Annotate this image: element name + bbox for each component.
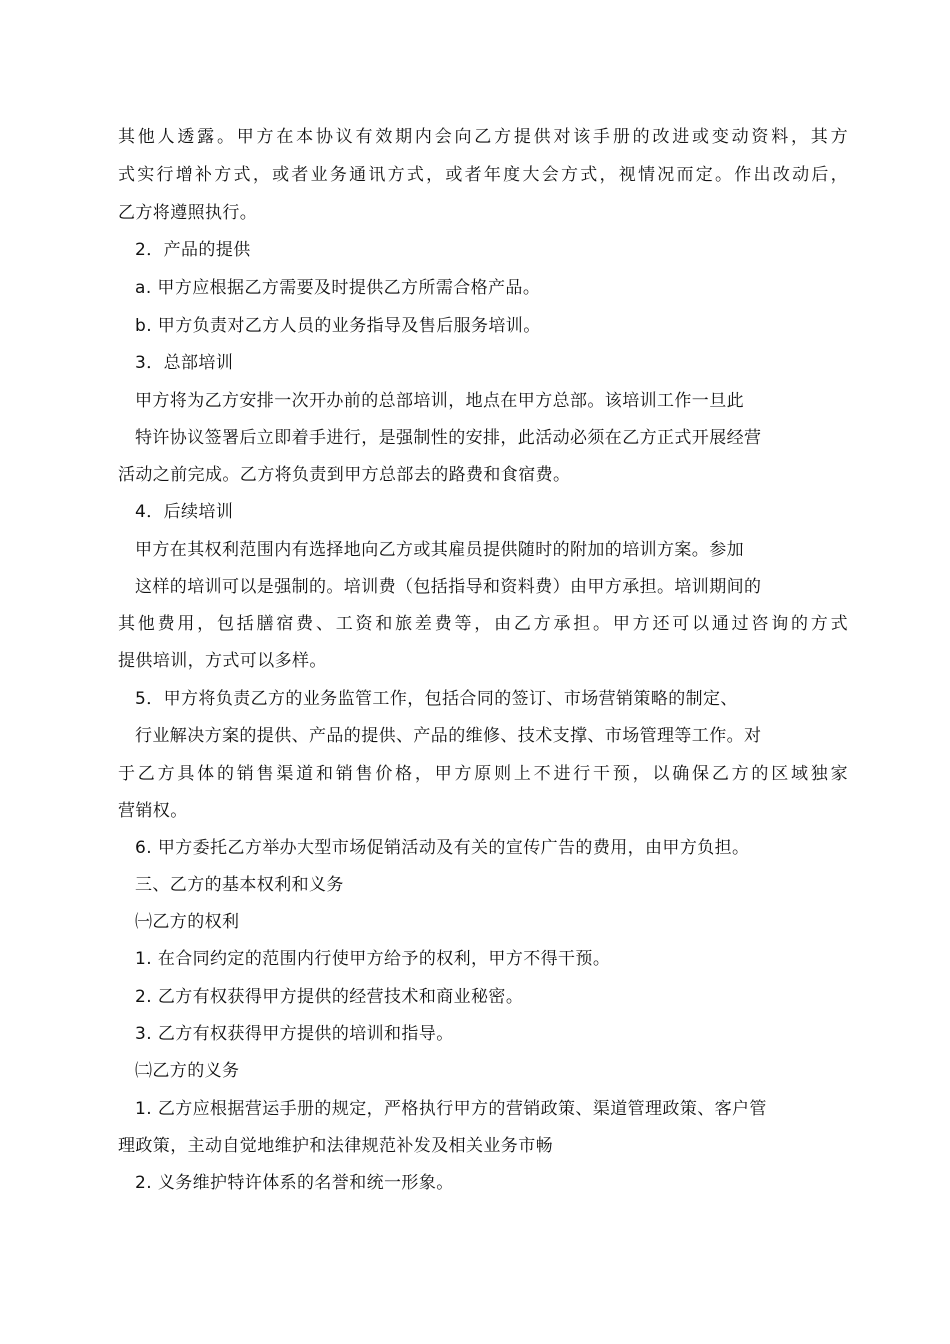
text-line: 甲方将为乙方安排一次开办前的总部培训，地点在甲方总部。该培训工作一旦此 (135, 391, 744, 411)
text-line: 式实行增补方式，或者业务通讯方式，或者年度大会方式，视情况而定。作出改动后， (118, 165, 848, 185)
section-heading: 2．产品的提供 (135, 240, 251, 260)
text-line: 这样的培训可以是强制的。培训费（包括指导和资料费）由甲方承担。培训期间的 (135, 577, 762, 597)
text-line: 1. 乙方应根据营运手册的规定，严格执行甲方的营销政策、渠道管理政策、客户管 (135, 1099, 767, 1119)
section-heading: 4．后续培训 (135, 502, 234, 522)
text-line: 2. 乙方有权获得甲方提供的经营技术和商业秘密。 (135, 987, 524, 1007)
text-line: 营销权。 (118, 801, 188, 821)
text-line: 甲方在其权利范围内有选择地向乙方或其雇员提供随时的附加的培训方案。参加 (135, 540, 744, 560)
text-line: 其他费用，包括膳宿费、工资和旅差费等，由乙方承担。甲方还可以通过咨询的方式 (118, 614, 848, 634)
text-line: 乙方将遵照执行。 (118, 203, 258, 223)
text-line: 行业解决方案的提供、产品的提供、产品的维修、技术支撑、市场管理等工作。对 (135, 726, 762, 746)
text-line: a. 甲方应根据乙方需要及时提供乙方所需合格产品。 (135, 278, 541, 298)
text-line: 其他人透露。甲方在本协议有效期内会向乙方提供对该手册的改进或变动资料，其方 (118, 127, 848, 147)
section-heading: 三、乙方的基本权利和义务 (135, 875, 344, 895)
section-heading: 3．总部培训 (135, 353, 234, 373)
text-line: 理政策，主动自觉地维护和法律规范补发及相关业务市畅 (118, 1136, 553, 1156)
text-line: 特许协议签署后立即着手进行，是强制性的安排，此活动必须在乙方正式开展经营 (135, 428, 762, 448)
text-line: 6. 甲方委托乙方举办大型市场促销活动及有关的宣传广告的费用，由甲方负担。 (135, 838, 750, 858)
subsection-heading: ㈠乙方的权利 (135, 912, 240, 932)
subsection-heading: ㈡乙方的义务 (135, 1061, 240, 1081)
text-line: 5．甲方将负责乙方的业务监管工作，包括合同的签订、市场营销策略的制定、 (135, 689, 738, 709)
text-line: 活动之前完成。乙方将负责到甲方总部去的路费和食宿费。 (118, 465, 571, 485)
text-line: 1. 在合同约定的范围内行使甲方给予的权利，甲方不得干预。 (135, 949, 611, 969)
text-line: 提供培训，方式可以多样。 (118, 651, 327, 671)
text-line: b. 甲方负责对乙方人员的业务指导及售后服务培训。 (135, 316, 541, 336)
text-line: 于乙方具体的销售渠道和销售价格，甲方原则上不进行干预，以确保乙方的区域独家 (118, 764, 848, 784)
text-line: 3. 乙方有权获得甲方提供的培训和指导。 (135, 1024, 454, 1044)
text-line: 2. 义务维护特许体系的名誉和统一形象。 (135, 1173, 454, 1193)
